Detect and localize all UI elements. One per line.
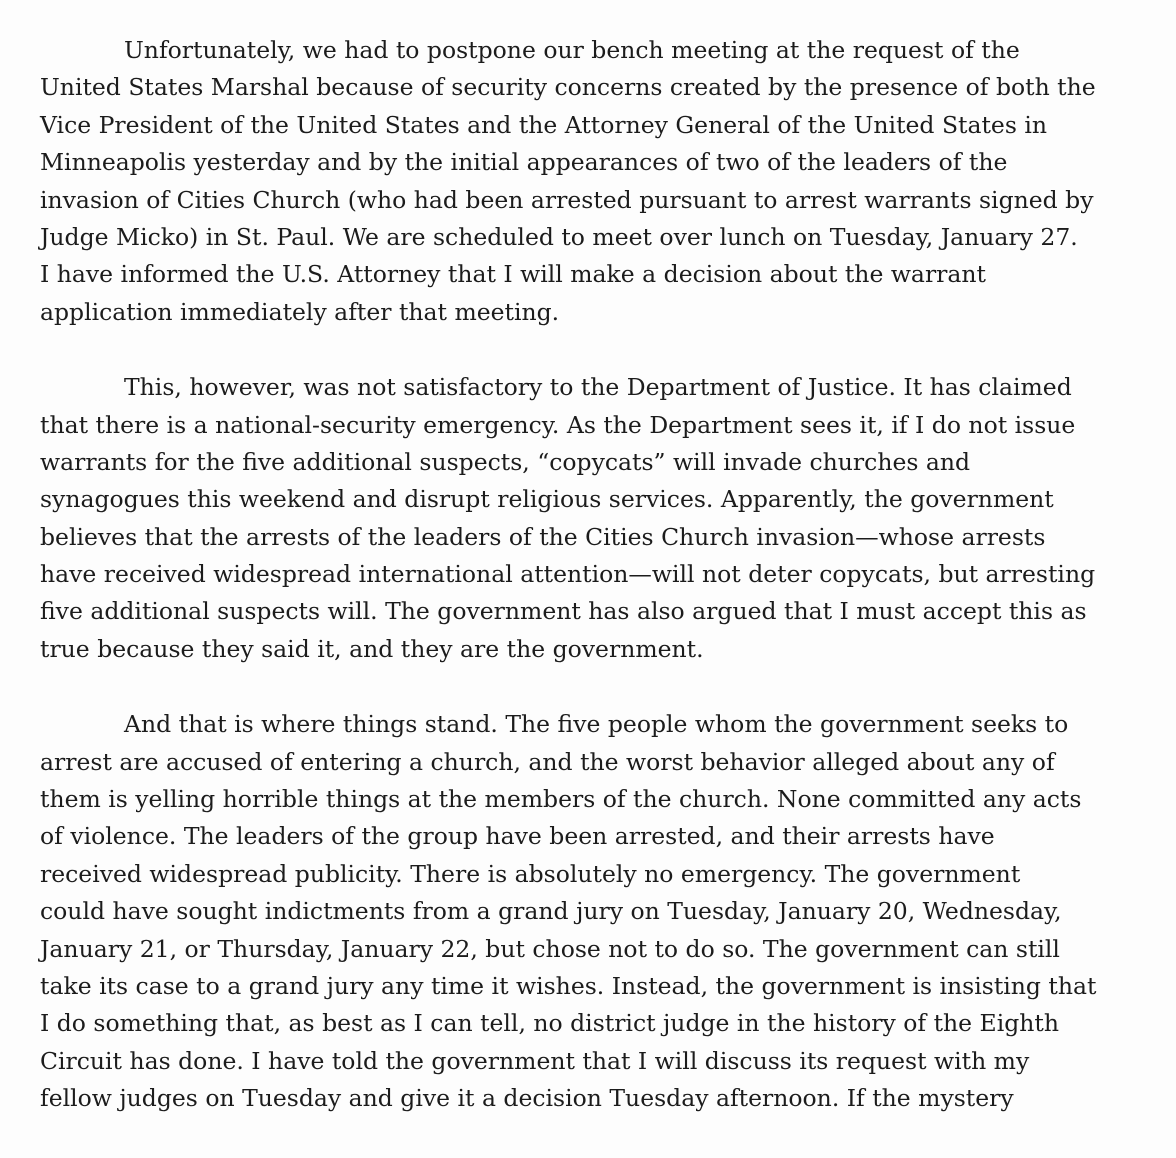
text-line: true because they said it, and they are the government. <box>40 634 704 663</box>
text-line: fellow judges on Tuesday and give it a decision Tuesday afternoon. If the mystery <box>40 1084 1014 1113</box>
text-line: Circuit has done. I have told the government that I will discuss its request with my <box>40 1046 1030 1075</box>
text-line: of violence. The leaders of the group have been arrested, and their arrests have <box>40 822 995 851</box>
text-line: received widespread publicity. There is absolutely no emergency. The government <box>40 859 1021 888</box>
text-line: five additional suspects will. The government has also argued that I must accept this as <box>40 597 1087 626</box>
text-line: And that is where things stand. The five people whom the government seeks to <box>124 710 1069 739</box>
text-line: believes that the arrests of the leaders of the Cities Church invasion—whose arrests <box>40 522 1046 551</box>
text-line: them is yelling horrible things at the members of the church. None committed any acts <box>40 785 1082 814</box>
text-line: that there is a national-security emergency. As the Department sees it, if I do not issue <box>40 410 1076 439</box>
text-line: warrants for the five additional suspects, “copycats” will invade churches and <box>40 447 971 476</box>
text-line: United States Marshal because of security concerns created by the presence of both the <box>40 73 1096 102</box>
text-line: Unfortunately, we had to postpone our bench meeting at the request of the <box>124 36 1020 64</box>
text-line: could have sought indictments from a grand jury on Tuesday, January 20, Wednesday, <box>40 897 1062 926</box>
document-body <box>40 32 1150 1118</box>
text-line: arrest are accused of entering a church, and the worst behavior alleged about any of <box>40 747 1055 776</box>
text-line: January 21, or Thursday, January 22, but chose not to do so. The government can still <box>40 934 1060 963</box>
text-line: Judge Micko) in St. Paul. We are scheduled to meet over lunch on Tuesday, January 27. <box>40 222 1078 251</box>
text-line: Vice President of the United States and the Attorney General of the United States in <box>40 110 1048 139</box>
paragraph-department-objection <box>40 369 1150 668</box>
text-line: I do something that, as best as I can tell, no district judge in the history of the Eighth <box>40 1009 1059 1038</box>
text-line: synagogues this weekend and disrupt religious services. Apparently, the government <box>40 485 1054 514</box>
text-line: This, however, was not satisfactory to the Department of Justice. It has claimed <box>124 373 1072 402</box>
text-line: have received widespread international attention—will not deter copycats, but arresting <box>40 560 1096 589</box>
text-line: invasion of Cities Church (who had been arrested pursuant to arrest warrants signed by <box>40 185 1094 214</box>
text-line: take its case to a grand jury any time it wishes. Instead, the government is insisting that <box>40 971 1097 1000</box>
text-line: Minneapolis yesterday and by the initial appearances of two of the leaders of the <box>40 148 1008 177</box>
paragraph-where-things-stand <box>40 706 1150 1117</box>
paragraph-postponed-meeting <box>40 32 1150 331</box>
text-line: application immediately after that meeting. <box>40 297 560 326</box>
text-line: I have informed the U.S. Attorney that I will make a decision about the warrant <box>40 260 987 289</box>
